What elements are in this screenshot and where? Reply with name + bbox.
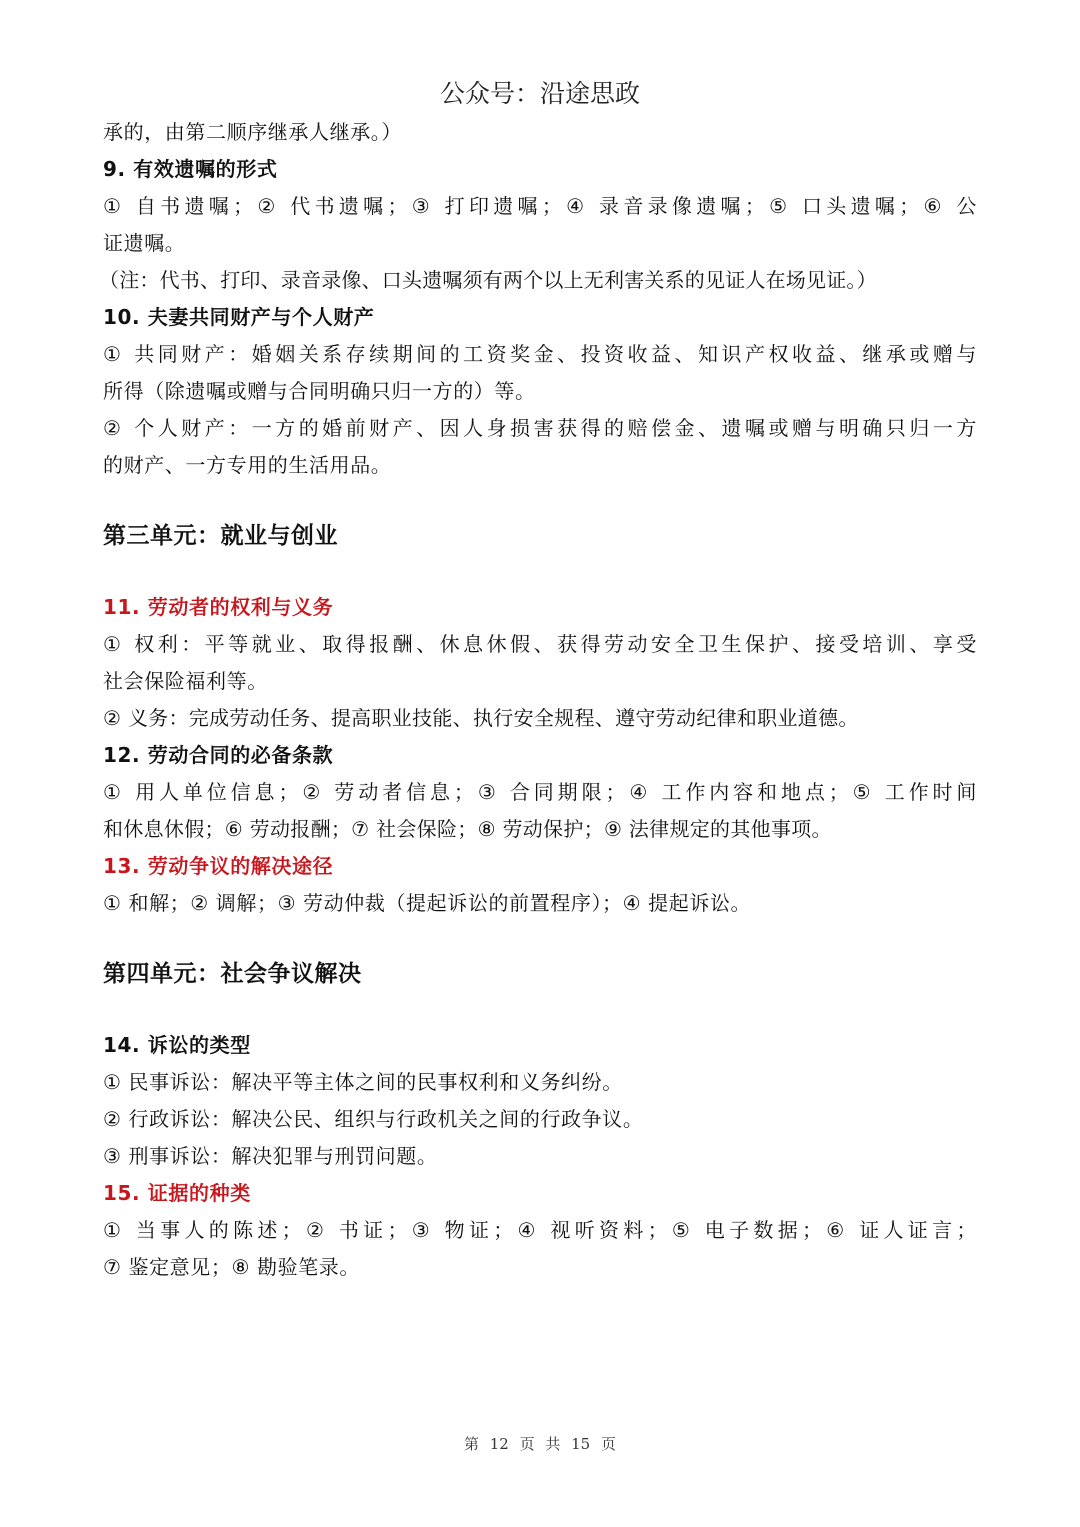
body-line: 所得（除遗嘱或赠与合同明确只归一方的）等。 — [103, 379, 536, 403]
body-line: 承的，由第二顺序继承人继承。） — [103, 120, 402, 144]
body-line: ① 共同财产：婚姻关系存续期间的工资奖金、投资收益、知识产权收益、继承或赠与 — [103, 342, 977, 366]
body-line: 的财产、一方专用的生活用品。 — [103, 453, 392, 477]
note-line: （注：代书、打印、录音录像、口头遗嘱须有两个以上无利害关系的见证人在场见证。） — [99, 268, 877, 292]
body-line: ① 用人单位信息；② 劳动者信息；③ 合同期限；④ 工作内容和地点；⑤ 工作时间 — [103, 780, 977, 804]
section-heading-12: 12. 劳动合同的必备条款 — [103, 743, 334, 767]
body-line: ② 义务：完成劳动任务、提高职业技能、执行安全规程、遵守劳动纪律和职业道德。 — [103, 706, 859, 730]
body-line: ⑦ 鉴定意见；⑧ 勘验笔录。 — [103, 1255, 360, 1279]
page-number-footer: 第 12 页 共 15 页 — [463, 1435, 616, 1453]
section-heading-14: 14. 诉讼的类型 — [103, 1033, 251, 1057]
document-body — [99, 114, 977, 1286]
unit-heading-4: 第四单元：社会争议解决 — [103, 961, 362, 987]
body-line: ① 权利：平等就业、取得报酬、休息休假、获得劳动安全卫生保护、接受培训、享受 — [103, 632, 977, 656]
body-line: ③ 刑事诉讼：解决犯罪与刑罚问题。 — [103, 1144, 438, 1168]
page-header-title: 公众号：沿途思政 — [439, 79, 640, 108]
body-line: 证遗嘱。 — [103, 231, 186, 255]
unit-heading-3: 第三单元：就业与创业 — [103, 523, 338, 549]
body-line: 社会保险福利等。 — [103, 669, 268, 693]
body-line: ① 民事诉讼：解决平等主体之间的民事权利和义务纠纷。 — [103, 1070, 623, 1094]
body-line: ① 当事人的陈述；② 书证；③ 物证；④ 视听资料；⑤ 电子数据；⑥ 证人证言； — [103, 1218, 977, 1242]
section-heading-13: 13. 劳动争议的解决途径 — [103, 854, 334, 878]
section-heading-11: 11. 劳动者的权利与义务 — [103, 595, 334, 619]
body-line: ② 行政诉讼：解决公民、组织与行政机关之间的行政争议。 — [103, 1107, 644, 1131]
section-heading-15: 15. 证据的种类 — [103, 1181, 251, 1205]
body-line: ② 个人财产：一方的婚前财产、因人身损害获得的赔偿金、遗嘱或赠与明确只归一方 — [103, 416, 977, 440]
body-line: ① 自书遗嘱；② 代书遗嘱；③ 打印遗嘱；④ 录音录像遗嘱；⑤ 口头遗嘱；⑥ 公 — [103, 194, 977, 218]
section-heading-9: 9. 有效遗嘱的形式 — [103, 157, 278, 181]
body-line: 和休息休假；⑥ 劳动报酬；⑦ 社会保险；⑧ 劳动保护；⑨ 法律规定的其他事项。 — [103, 817, 832, 841]
body-line: ① 和解；② 调解；③ 劳动仲裁（提起诉讼的前置程序）；④ 提起诉讼。 — [103, 891, 752, 915]
section-heading-10: 10. 夫妻共同财产与个人财产 — [103, 305, 375, 329]
